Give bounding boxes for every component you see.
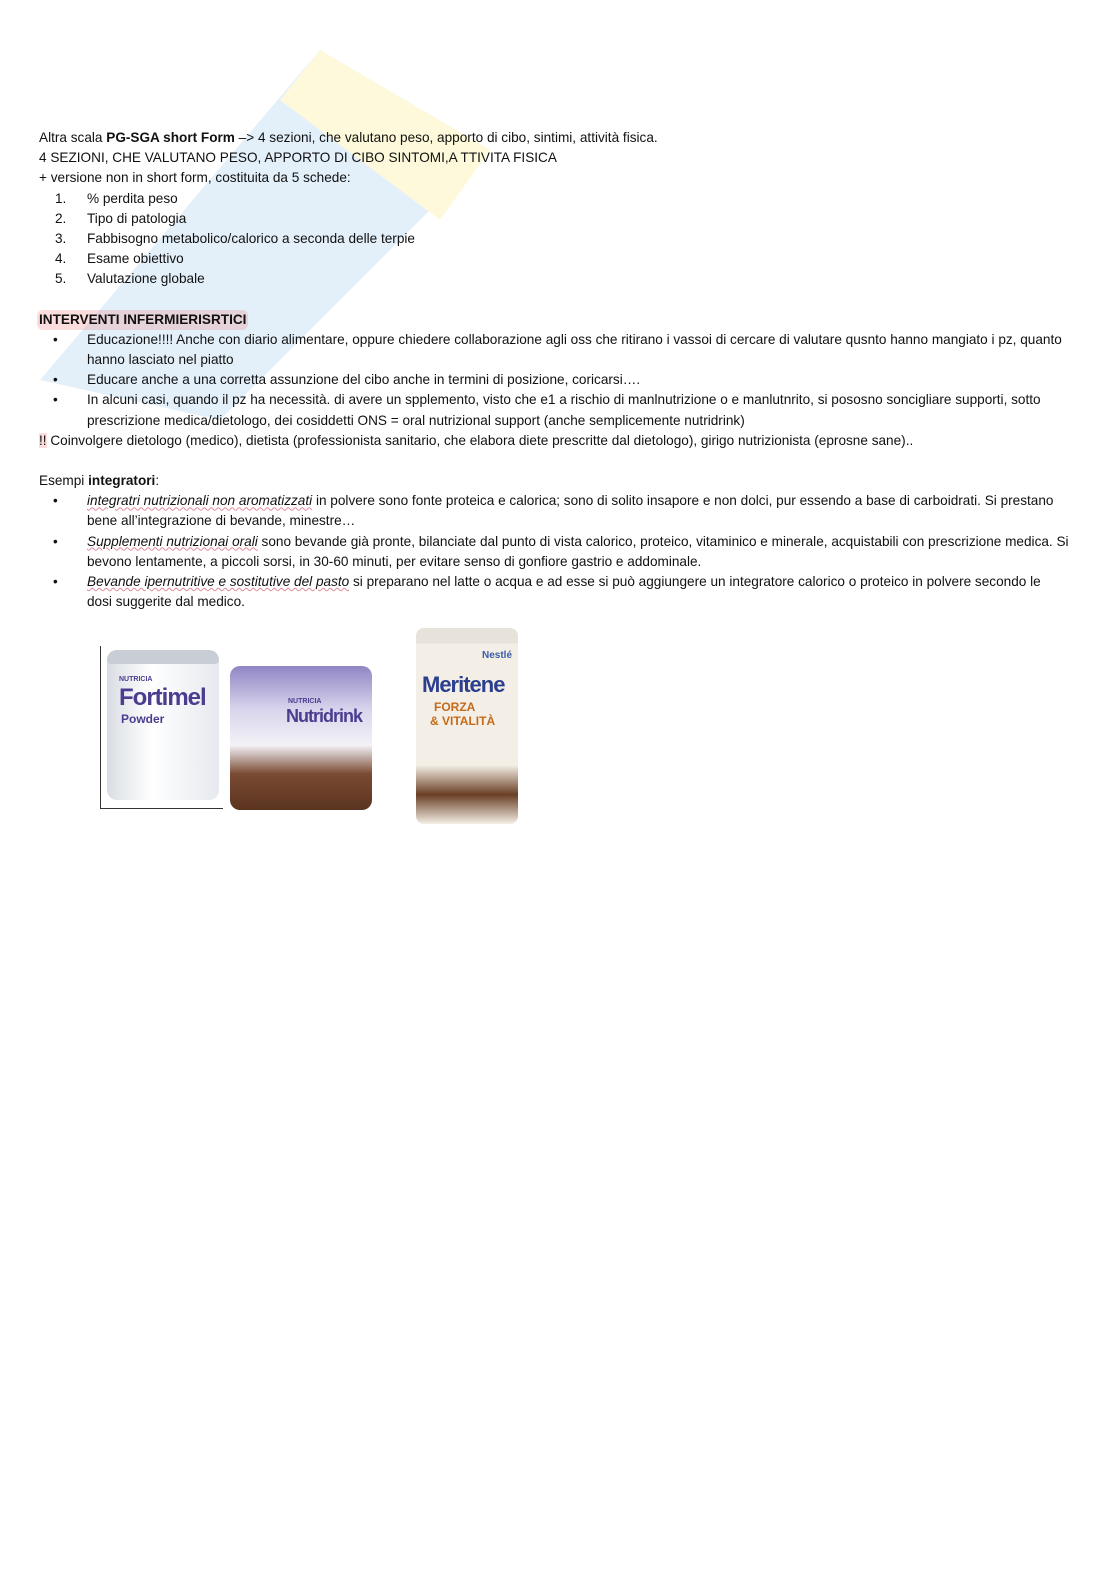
list-text: Valutazione globale [87,271,205,287]
list-item [39,330,1069,370]
intro-line-3: + versione non in short form, costituita da 5 schede: [39,170,351,186]
schede-list [39,189,1069,290]
brand: NUTRICIA [288,698,322,705]
product-sub: & VITALITÀ [430,714,496,728]
list-item [39,491,1069,531]
list-text: % perdita peso [87,190,178,206]
list-text: Tipo di patologia [87,210,187,226]
interventi-list [39,330,1069,431]
bold-text: integratori [88,473,156,489]
bullet: • [53,493,58,509]
list-text [87,491,1069,531]
can [107,650,219,800]
bullet: • [53,331,58,347]
bullet: • [53,372,58,388]
text: Esempi [39,473,89,489]
list-item [39,390,1069,430]
integratori-list [39,491,1069,612]
fortimel-image [100,646,223,809]
list-item [39,189,1069,209]
product-name: Fortimel [119,684,206,711]
text: Altra scala [39,130,107,145]
list-item [39,229,1069,249]
term: integratri nutrizionali non aromatizzati [87,493,313,509]
note-mark: !! [39,432,47,448]
text: in polvere sono fonte proteica e calorica; sono di solito insapore e non dolci, pur essendo a base di carboidrati. Si prestano bene all’integrazione di bevande, minestre… [87,493,1054,529]
nutridrink-image [225,658,375,810]
text: sono bevande già pronte, bilanciate dal punto di vista calorico, proteico, vitaminico e minerale, acquistabili con prescrizione medica. Si bevono lentamente, a piccoli sorsi, in 30-60 minuti, per evitare senso di gonfiore gastrio e addominale. [87,533,1069,569]
text: : [155,473,160,489]
note-text: Coinvolgere dietologo (medico), dietista (professionista sanitario, che elabora diete prescritte dal dietologo), girigo nutrizionista (eprosne sane).. [46,432,914,448]
integratori-heading [39,471,1069,491]
bullet: • [53,574,58,590]
intro-line-2: 4 SEZIONI, CHE VALUTANO PESO, APPORTO DI CIBO SINTOMI,A TTIVITA FISICA [39,150,557,166]
list-text: Educare anche a una corretta assunzione del cibo anche in termini di posizione, coricarsi…. [87,372,641,388]
list-number: 3. [55,231,67,247]
text: –> 4 sezioni, che valutano peso, apporto di cibo, sintimi, attività fisica. [234,130,658,145]
list-number: 2. [55,210,67,226]
list-text: In alcuni casi, quando il pz ha necessità. di avere un spplemento, visto che e1 a rischio di manlnutrizione o e manlutnrito, si pososno soncigliare supporti, sotto prescrizione medica/dietologo, dei cosiddetti ONS = oral nutrizional support (anche semplicemente nutridrink) [87,392,1041,428]
list-item [39,572,1069,612]
list-number: 1. [55,190,67,206]
list-text: Esame obiettivo [87,251,184,267]
list-item [39,209,1069,229]
list-text: Educazione!!!! Anche con diario alimentare, oppure chiedere collaborazione agli oss che ritirano i vassoi di cercare di valutare qusnto hanno mangiato i pz, quanto hanno lasciato nel piatto [87,331,1062,368]
product-name: Meritene [422,672,505,697]
lid [107,650,219,664]
intro-line-1 [39,128,1069,148]
term: Supplementi nutrizionai orali [87,533,258,549]
list-item [39,532,1069,572]
term: Bevande ipernutritive e sostitutive del pasto [87,574,350,590]
list-item [39,370,1069,390]
text: si preparano nel latte o acqua e ad esse si può aggiungere un integratore calorico o proteico in polvere secondo le dosi suggerite dal medico. [87,574,1041,610]
section-heading: INTERVENTI INFERMIERISRTICI [37,310,248,330]
list-text: Fabbisogno metabolico/calorico a seconda delle terpie [87,231,415,247]
document-body [39,128,1069,612]
product-sub: Powder [121,712,165,726]
product-sub: FORZA [434,700,476,714]
meritene-image [416,628,566,826]
list-item [39,249,1069,269]
product-images [100,628,570,828]
bullet: • [53,533,58,549]
scale-name: PG-SGA short Form [106,130,235,145]
can [416,628,518,824]
brand: Nestlé [481,650,512,661]
list-number: 4. [55,251,67,267]
list-number: 5. [55,271,67,287]
pack [230,666,372,810]
list-text [87,572,1069,612]
list-item [39,269,1069,289]
brand: NUTRICIA [119,676,153,683]
bullet: • [53,392,58,408]
list-text [87,532,1069,572]
note-line [39,431,1069,451]
product-name: Nutridrink [286,706,363,726]
